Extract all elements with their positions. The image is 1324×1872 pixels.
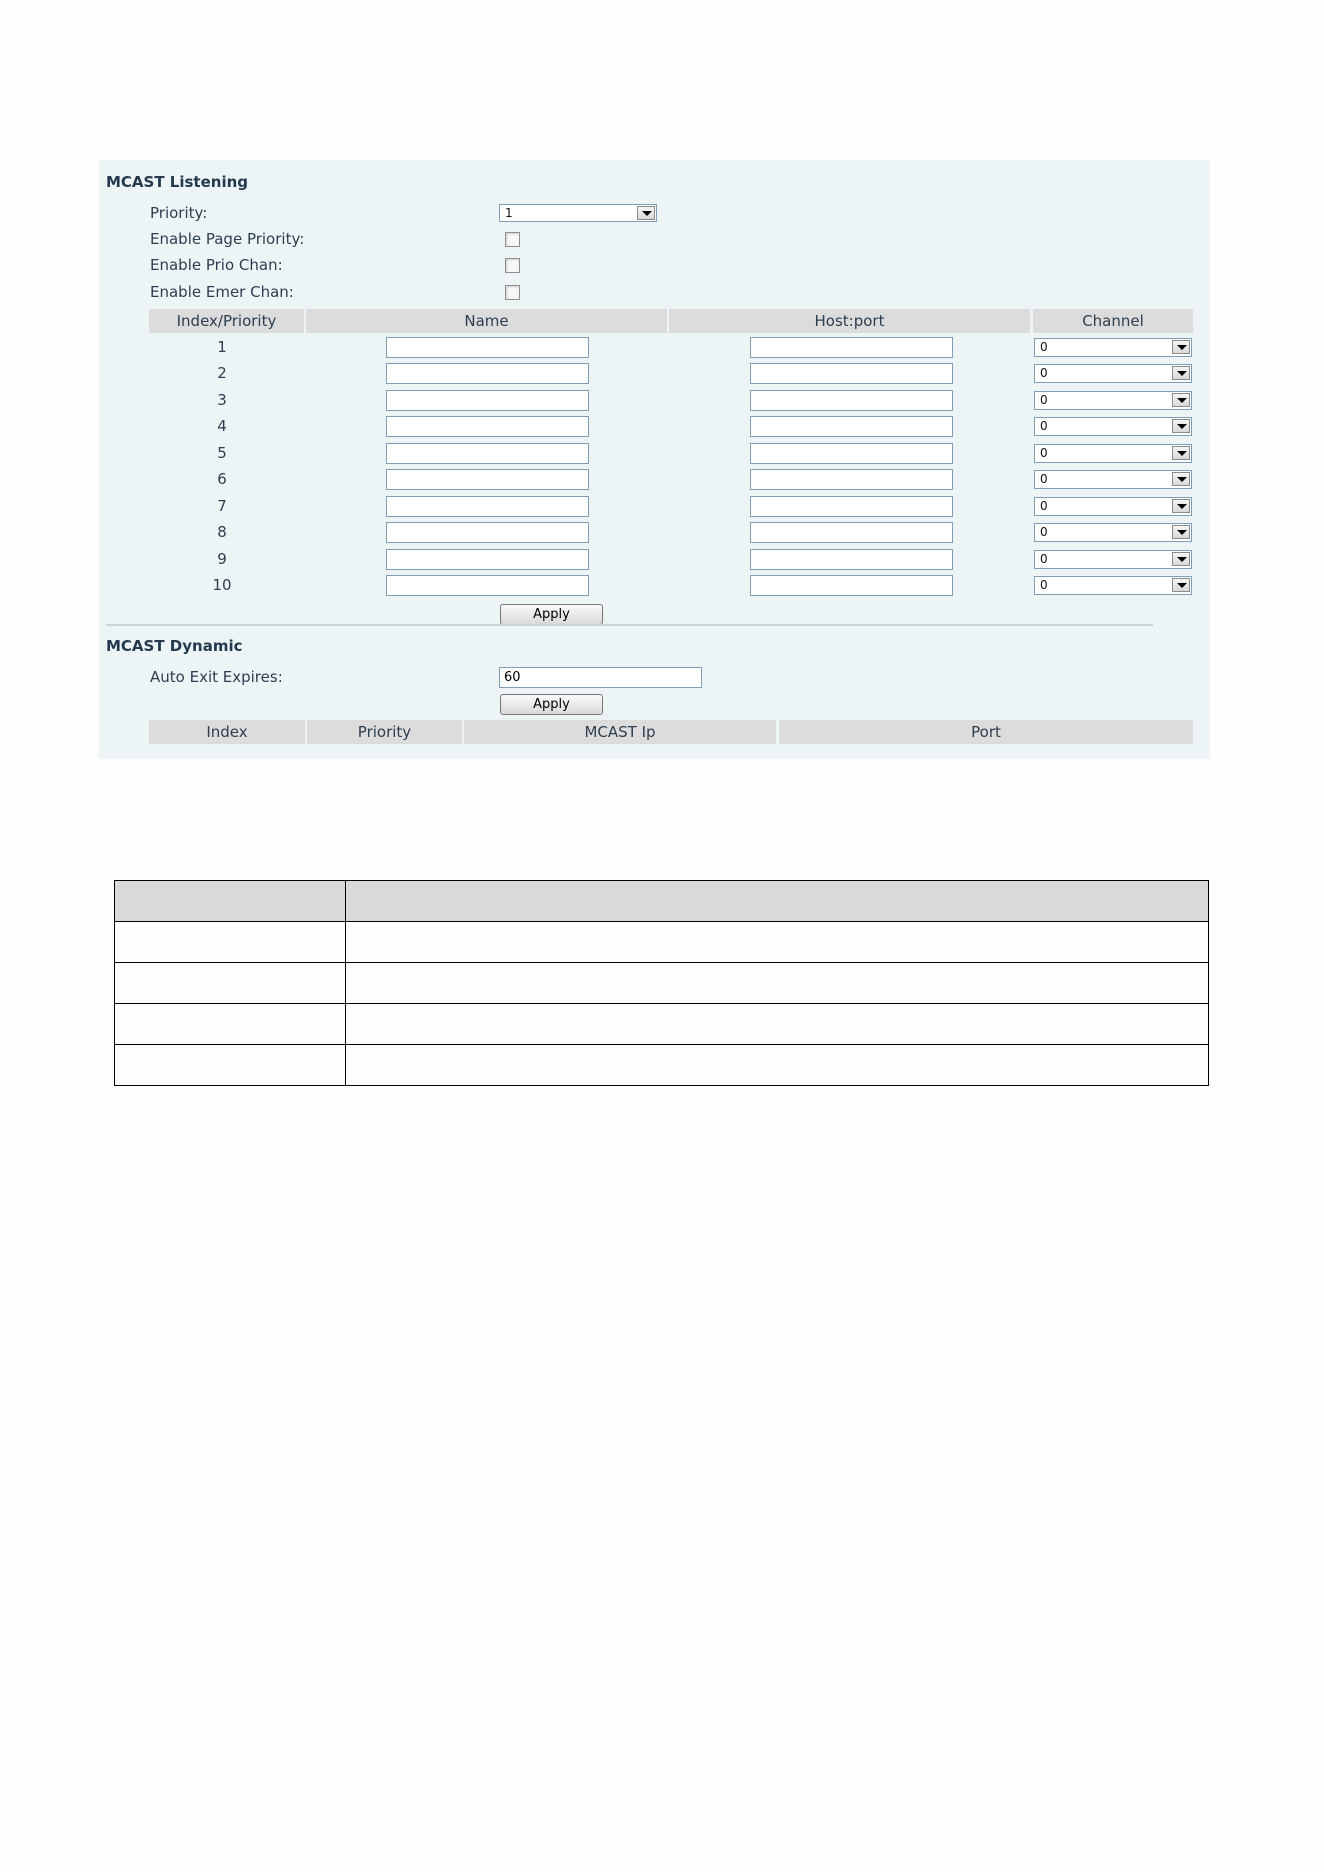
name-input[interactable] <box>386 469 589 490</box>
col-header-mcast-ip: MCAST Ip <box>464 720 776 744</box>
channel-select-value: 0 <box>1040 446 1048 460</box>
chevron-down-icon <box>637 206 655 220</box>
table-cell <box>115 922 346 963</box>
auto-exit-expires-input[interactable] <box>499 667 702 688</box>
table-cell <box>346 922 1209 963</box>
row-index: 9 <box>217 550 227 568</box>
chevron-down-icon <box>1172 552 1190 566</box>
host-port-input[interactable] <box>750 337 953 358</box>
name-input[interactable] <box>386 522 589 543</box>
row-index: 2 <box>217 364 227 382</box>
host-port-input[interactable] <box>750 469 953 490</box>
host-port-input[interactable] <box>750 522 953 543</box>
row-index: 5 <box>217 444 227 462</box>
row-index: 1 <box>217 338 227 356</box>
table-cell <box>346 1045 1209 1086</box>
enable-page-priority-checkbox[interactable] <box>505 232 520 247</box>
channel-select-value: 0 <box>1040 578 1048 592</box>
listening-apply-button[interactable]: Apply <box>500 604 603 625</box>
channel-select[interactable] <box>1034 338 1192 357</box>
table-row <box>115 922 1209 963</box>
channel-select[interactable] <box>1034 576 1192 595</box>
mcast-settings-panel <box>99 160 1210 759</box>
row-index: 4 <box>217 417 227 435</box>
priority-select[interactable] <box>499 204 657 222</box>
col-header-index: Index <box>149 720 305 744</box>
col-header-name: Name <box>306 309 667 333</box>
channel-select-value: 0 <box>1040 419 1048 433</box>
auto-exit-expires-label: Auto Exit Expires: <box>150 668 283 686</box>
channel-select-value: 0 <box>1040 472 1048 486</box>
channel-select[interactable] <box>1034 523 1192 542</box>
row-index: 7 <box>217 497 227 515</box>
table-row <box>115 963 1209 1004</box>
chevron-down-icon <box>1172 578 1190 592</box>
col-header-port: Port <box>779 720 1193 744</box>
parameter-description-table <box>114 880 1209 1086</box>
host-port-input[interactable] <box>750 443 953 464</box>
chevron-down-icon <box>1172 340 1190 354</box>
mcast-listening-title: MCAST Listening <box>106 173 249 191</box>
table-cell <box>346 881 1209 922</box>
channel-select-value: 0 <box>1040 366 1048 380</box>
channel-select-value: 0 <box>1040 393 1048 407</box>
host-port-input[interactable] <box>750 390 953 411</box>
table-cell <box>115 963 346 1004</box>
chevron-down-icon <box>1172 472 1190 486</box>
channel-select-value: 0 <box>1040 525 1048 539</box>
name-input[interactable] <box>386 416 589 437</box>
table-header-row <box>115 881 1209 922</box>
chevron-down-icon <box>1172 419 1190 433</box>
host-port-input[interactable] <box>750 363 953 384</box>
row-index: 8 <box>217 523 227 541</box>
host-port-input[interactable] <box>750 416 953 437</box>
col-header-index-priority: Index/Priority <box>149 309 304 333</box>
chevron-down-icon <box>1172 366 1190 380</box>
name-input[interactable] <box>386 549 589 570</box>
priority-select-value: 1 <box>505 206 513 220</box>
dynamic-apply-button[interactable]: Apply <box>500 694 603 715</box>
name-input[interactable] <box>386 496 589 517</box>
enable-prio-chan-checkbox[interactable] <box>505 258 520 273</box>
channel-select[interactable] <box>1034 444 1192 463</box>
chevron-down-icon <box>1172 393 1190 407</box>
table-cell <box>346 963 1209 1004</box>
channel-select[interactable] <box>1034 417 1192 436</box>
row-index: 6 <box>217 470 227 488</box>
table-cell <box>115 881 346 922</box>
channel-select[interactable] <box>1034 364 1192 383</box>
col-header-channel: Channel <box>1033 309 1193 333</box>
channel-select[interactable] <box>1034 497 1192 516</box>
channel-select[interactable] <box>1034 550 1192 569</box>
table-cell <box>346 1004 1209 1045</box>
channel-select[interactable] <box>1034 470 1192 489</box>
name-input[interactable] <box>386 443 589 464</box>
enable-emer-chan-label: Enable Emer Chan: <box>150 283 294 301</box>
chevron-down-icon <box>1172 525 1190 539</box>
row-index: 10 <box>212 576 232 594</box>
table-row <box>115 1045 1209 1086</box>
col-header-host-port: Host:port <box>669 309 1030 333</box>
table-cell <box>115 1004 346 1045</box>
name-input[interactable] <box>386 363 589 384</box>
host-port-input[interactable] <box>750 549 953 570</box>
section-divider <box>106 624 1153 626</box>
col-header-priority: Priority <box>307 720 462 744</box>
name-input[interactable] <box>386 337 589 358</box>
name-input[interactable] <box>386 575 589 596</box>
channel-select-value: 0 <box>1040 340 1048 354</box>
mcast-dynamic-title: MCAST Dynamic <box>106 637 243 655</box>
enable-page-priority-label: Enable Page Priority: <box>150 230 305 248</box>
row-index: 3 <box>217 391 227 409</box>
host-port-input[interactable] <box>750 575 953 596</box>
channel-select[interactable] <box>1034 391 1192 410</box>
table-cell <box>115 1045 346 1086</box>
enable-prio-chan-label: Enable Prio Chan: <box>150 256 283 274</box>
channel-select-value: 0 <box>1040 499 1048 513</box>
chevron-down-icon <box>1172 446 1190 460</box>
priority-label: Priority: <box>150 204 208 222</box>
enable-emer-chan-checkbox[interactable] <box>505 285 520 300</box>
host-port-input[interactable] <box>750 496 953 517</box>
name-input[interactable] <box>386 390 589 411</box>
table-row <box>115 1004 1209 1045</box>
channel-select-value: 0 <box>1040 552 1048 566</box>
chevron-down-icon <box>1172 499 1190 513</box>
